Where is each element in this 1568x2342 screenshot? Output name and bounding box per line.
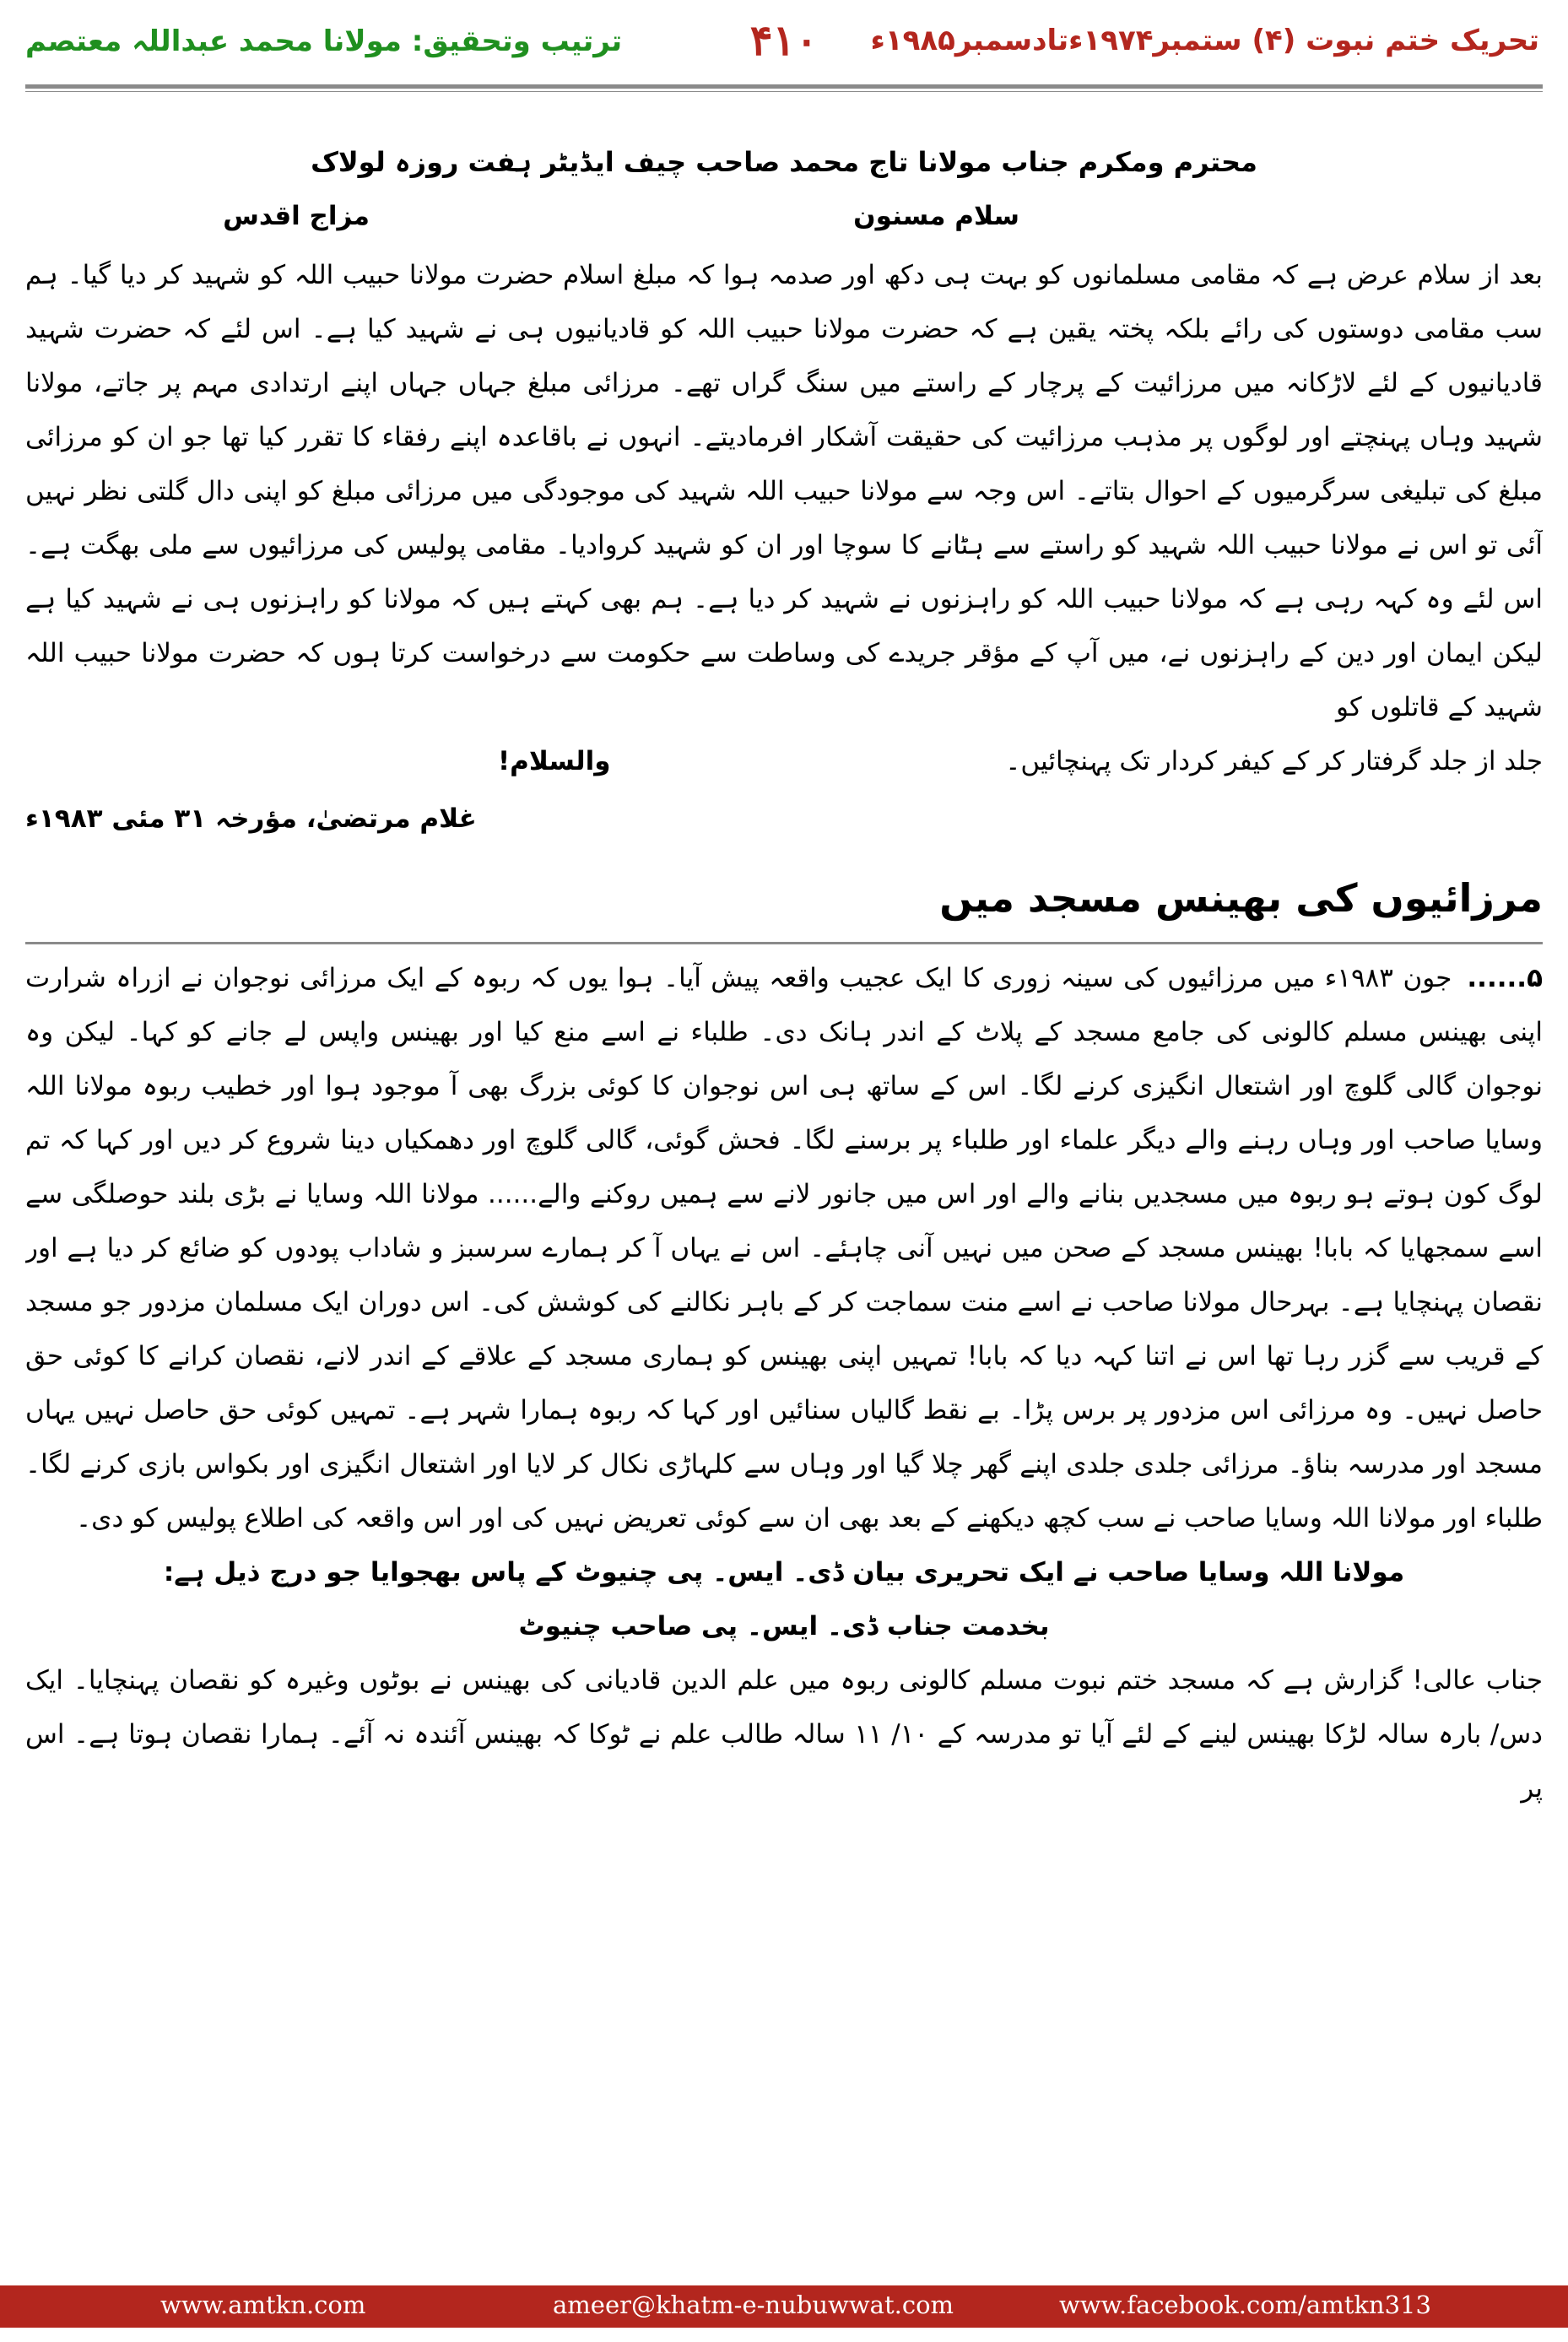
header-divider: [25, 84, 1543, 89]
footer-facebook-link[interactable]: www.facebook.com/amtkn313: [1059, 2291, 1431, 2319]
letter-signature: [25, 792, 1543, 851]
header-book-title: تحریک ختم نبوت (۴) ستمبر۱۹۷۴ءتادسمبر۱۹۸۵ء: [870, 24, 1539, 57]
footer-email-link[interactable]: ameer@khatm-e-nubuwwat.com: [553, 2291, 954, 2319]
statement-address: بخدمت جناب ڈی۔ ایس۔ پی صاحب چنیوٹ: [518, 1611, 1050, 1642]
header-divider-thin: [25, 91, 1543, 92]
section-number: ۵......: [1467, 963, 1543, 993]
header-compiler: ترتیب وتحقیق: مولانا محمد عبداللہ معتصم: [25, 24, 623, 58]
section-paragraph-2: جناب عالی! گزارش ہے کہ مسجد ختم نبوت مسلم کالونی ربوہ میں علم الدین قادیانی کی بھینس نے بوٹوں وغیرہ کو نقصان پہنچایا۔ ایک دس/ بارہ سالہ لڑکا بھینس لینے کے لئے آیا تو مدرسہ کے ۱۰/ ۱۱ سالہ طالب علم نے ٹوکا کہ بھینس آئندہ نہ آئے۔ ہمارا نقصان ہوتا ہے۔ اس پر: [25, 1665, 1543, 1804]
greeting-salam: سلام مسنون: [853, 201, 1019, 231]
letter-last-line: جلد از جلد گرفتار کر کے کیفر کردار تک پہنچائیں۔: [1005, 746, 1543, 776]
section-para1-text: جون ۱۹۸۳ء میں مرزائیوں کی سینہ زوری کا ایک عجیب واقعہ پیش آیا۔ ہوا یوں کہ ربوہ کے ایک مرزائی نوجوان نے ازراہ شرارت اپنی بھینس مسلم کالونی کی جامع مسجد کے پلاٹ کے اندر ہانک دی۔ طلباء نے اسے منع کیا اور بھینس واپس لے جانے کو کہا۔ لیکن وہ نوجوان گالی گلوچ اور اشتعال انگیزی کرنے لگا۔ اس کے ساتھ ہی اس نوجوان کا کوئی بزرگ بھی آ موجود ہوا اور خطیب ربوہ مولانا اللہ وسایا صاحب اور وہاں رہنے والے دیگر علماء اور طلباء پر برسنے لگا۔ فحش گوئی، گالی گلوچ اور دھمکیاں دینا شروع کر دیں اور کہا کہ تم لوگ کون ہوتے ہو ربوہ میں مسجدیں بنانے والے اور اس میں جانور لانے سے ہمیں روکنے والے...... مولانا اللہ وسایا نے بڑی بلند حوصلگی سے اسے سمجھایا کہ بابا! بھینس مسجد کے صحن میں نہیں آنی چاہئے۔ اس نے یہاں آ کر ہمارے سرسبز و شاداب پودوں کو ضائع کر دیا ہے اور نقصان پہنچایا ہے۔ بہرحال مولانا صاحب نے اسے منت سماجت کر کے باہر نکالنے کی کوشش کی۔ اس دوران ایک مسلمان مزدور جو مسجد کے قریب سے گزر رہا تھا اس نے اتنا کہہ دیا کہ بابا! تمہیں اپنی بھینس کو ہماری مسجد کے علاقے کے اندر لانے، نقصان کرانے کا کوئی حق حاصل نہیں۔ وہ مرزائی اس مزدور پر برس پڑا۔ بے نقط گالیاں سنائیں اور کہا کہ ربوہ ہمارا شہر ہے۔ تمہیں کوئی حق حاصل نہیں یہاں مسجد اور مدرسہ بناؤ۔ مرزائی جلدی جلدی اپنے گھر چلا گیا اور وہاں سے کلہاڑی نکال کر لایا اور اشتعال انگیزی اور بکواس بازی کرنے لگا۔ طلباء اور مولانا اللہ وسایا صاحب نے سب کچھ دیکھنے کے بعد بھی ان سے کوئی تعریض نہیں کی اور اس واقعہ کی اطلاع پولیس کو دی۔: [25, 963, 1543, 1533]
footer-bar: [0, 2285, 1568, 2328]
letter-closing-row: [25, 734, 1543, 788]
section-title: مرزائیوں کی بھینس مسجد میں: [25, 857, 1543, 944]
statement-intro: مولانا اللہ وسایا صاحب نے ایک تحریری بیان ڈی۔ ایس۔ پی چنیوٹ کے پاس بھجوایا جو درج ذیل ہے:: [163, 1557, 1405, 1587]
greeting-mizaj: مزاج اقدس: [223, 201, 370, 231]
letter-address: محترم ومکرم جناب مولانا تاج محمد صاحب چیف ایڈیٹر ہفت روزہ لولاک: [311, 146, 1257, 178]
letter-body: بعد از سلام عرض ہے کہ مقامی مسلمانوں کو بہت ہی دکھ اور صدمہ ہوا کہ مبلغ اسلام حضرت مولانا حبیب اللہ کو شہید کر دیا گیا۔ ہم سب مقامی دوستوں کی رائے بلکہ پختہ یقین ہے کہ حضرت مولانا حبیب اللہ کو قادیانیوں ہی نے شہید کیا ہے۔ اس لئے کہ حضرت شہید قادیانیوں کے لئے لاڑکانہ میں مرزائیت کے پرچار کے راستے میں سنگ گراں تھے۔ مرزائی مبلغ جہاں جہاں اپنے ارتدادی مہم پر جاتے، مولانا شہید وہاں پہنچتے اور لوگوں پر مذہب مرزائیت کی حقیقت آشکار افرمادیتے۔ انہوں نے باقاعدہ اپنے رفقاء کا تقرر کیا تھا جو ان کو مرزائی مبلغ کی تبلیغی سرگرمیوں کے احوال بتاتے۔ اس وجہ سے مولانا حبیب اللہ شہید کی موجودگی میں مرزائی مبلغ کو اپنی دال گلتی نظر نہیں آئی تو اس نے مولانا حبیب اللہ شہید کو راستے سے ہٹانے کا سوچا اور ان کو شہید کروادیا۔ مقامی پولیس کی مرزائیوں سے ملی بھگت ہے۔ اس لئے وہ کہہ رہی ہے کہ مولانا حبیب اللہ کو راہزنوں نے شہید کر دیا ہے۔ ہم بھی کہتے ہیں کہ مولانا کو راہزنوں ہی نے شہید کیا ہے لیکن ایمان اور دین کے راہزنوں نے، میں آپ کے مؤقر جریدے کی وساطت سے حکومت سے درخواست کرتا ہوں کہ حضرت مولانا حبیب اللہ شہید کے قاتلوں کو: [25, 260, 1543, 722]
footer-website-link[interactable]: www.amtkn.com: [160, 2291, 366, 2319]
letter-closing: والسلام!: [498, 746, 611, 776]
page-content: [25, 135, 1543, 2262]
greeting-row: [25, 189, 1543, 248]
signature-text: غلام مرتضیٰ، مؤرخہ ۳۱ مئی ۱۹۸۳ء: [25, 803, 477, 834]
section-paragraph-1: [25, 951, 1543, 1545]
page-number: ۴۱۰: [749, 15, 819, 65]
